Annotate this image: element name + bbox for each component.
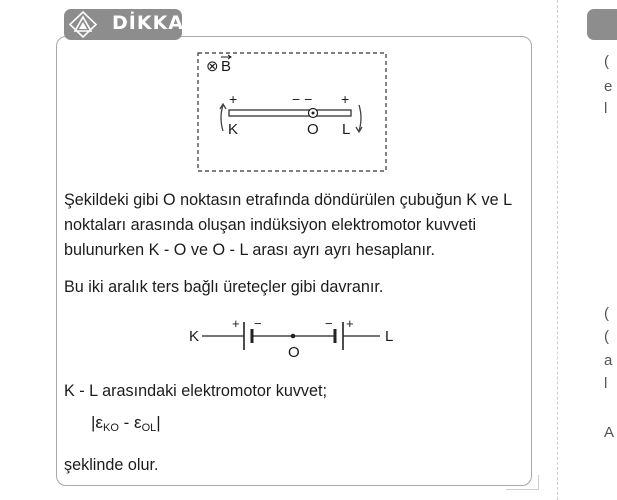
explanation-paragraph: Şekildeki gibi O noktasın etrafında döndürülen çubuğun K ve L noktaları arasında oluşan indüksiyon elektromotor kuvveti bulunurken K - O ve O - L arası ayrı ayrı hesaplanır. xyxy=(64,191,512,259)
cell-2-minus: − xyxy=(325,316,333,331)
rod-middle-signs: − − xyxy=(292,91,313,107)
circuit-l-label: L xyxy=(385,328,394,345)
cell-1-minus: − xyxy=(254,316,262,331)
emf-intro-text: K - L arasındaki elektromotor kuvvet; xyxy=(64,382,328,400)
rotation-arrow-left xyxy=(221,105,223,131)
field-into-page-icon: ⊗ xyxy=(206,58,219,75)
warning-triangle-icon xyxy=(68,10,98,39)
right-column-fragment: l xyxy=(604,100,608,117)
rotating-rod-figure xyxy=(197,52,387,172)
right-column-fragment: A xyxy=(604,424,615,441)
attention-title: DİKKAT xyxy=(112,12,197,34)
field-label: B xyxy=(221,58,232,75)
emf-formula: $|\varepsilon_{KO} - \varepsilon_{OL}|$ xyxy=(91,413,161,434)
midpoint-o xyxy=(291,334,296,339)
right-column-fragment: ( xyxy=(604,53,609,70)
column-divider xyxy=(557,0,558,500)
right-column-fragment: e xyxy=(604,78,613,95)
rotation-arrow-right xyxy=(359,105,361,131)
generator-analogy-text: Bu iki aralık ters bağlı üreteçler gibi davranır. xyxy=(64,278,384,296)
rod-left-sign: + xyxy=(229,91,238,107)
cell-2-plus: + xyxy=(346,316,354,331)
rod-right-sign: + xyxy=(341,91,350,107)
right-column-fragment: ( xyxy=(604,305,609,322)
next-column-title-tab xyxy=(587,9,617,40)
cell-1-plus: + xyxy=(232,316,240,331)
conclusion-text: şeklinde olur. xyxy=(64,456,159,474)
point-k-label: K xyxy=(228,121,239,138)
point-o-label: O xyxy=(307,121,319,138)
circuit-k-label: K xyxy=(189,328,200,345)
right-column-fragment: ( xyxy=(604,328,609,345)
right-column-fragment: l xyxy=(604,375,608,392)
attention-title-tab xyxy=(64,9,197,40)
battery-circuit-figure xyxy=(180,314,400,362)
right-column-fragment: a xyxy=(604,352,613,369)
circuit-o-label: O xyxy=(288,344,300,361)
rotating-rod xyxy=(229,110,351,116)
point-l-label: L xyxy=(342,121,351,138)
